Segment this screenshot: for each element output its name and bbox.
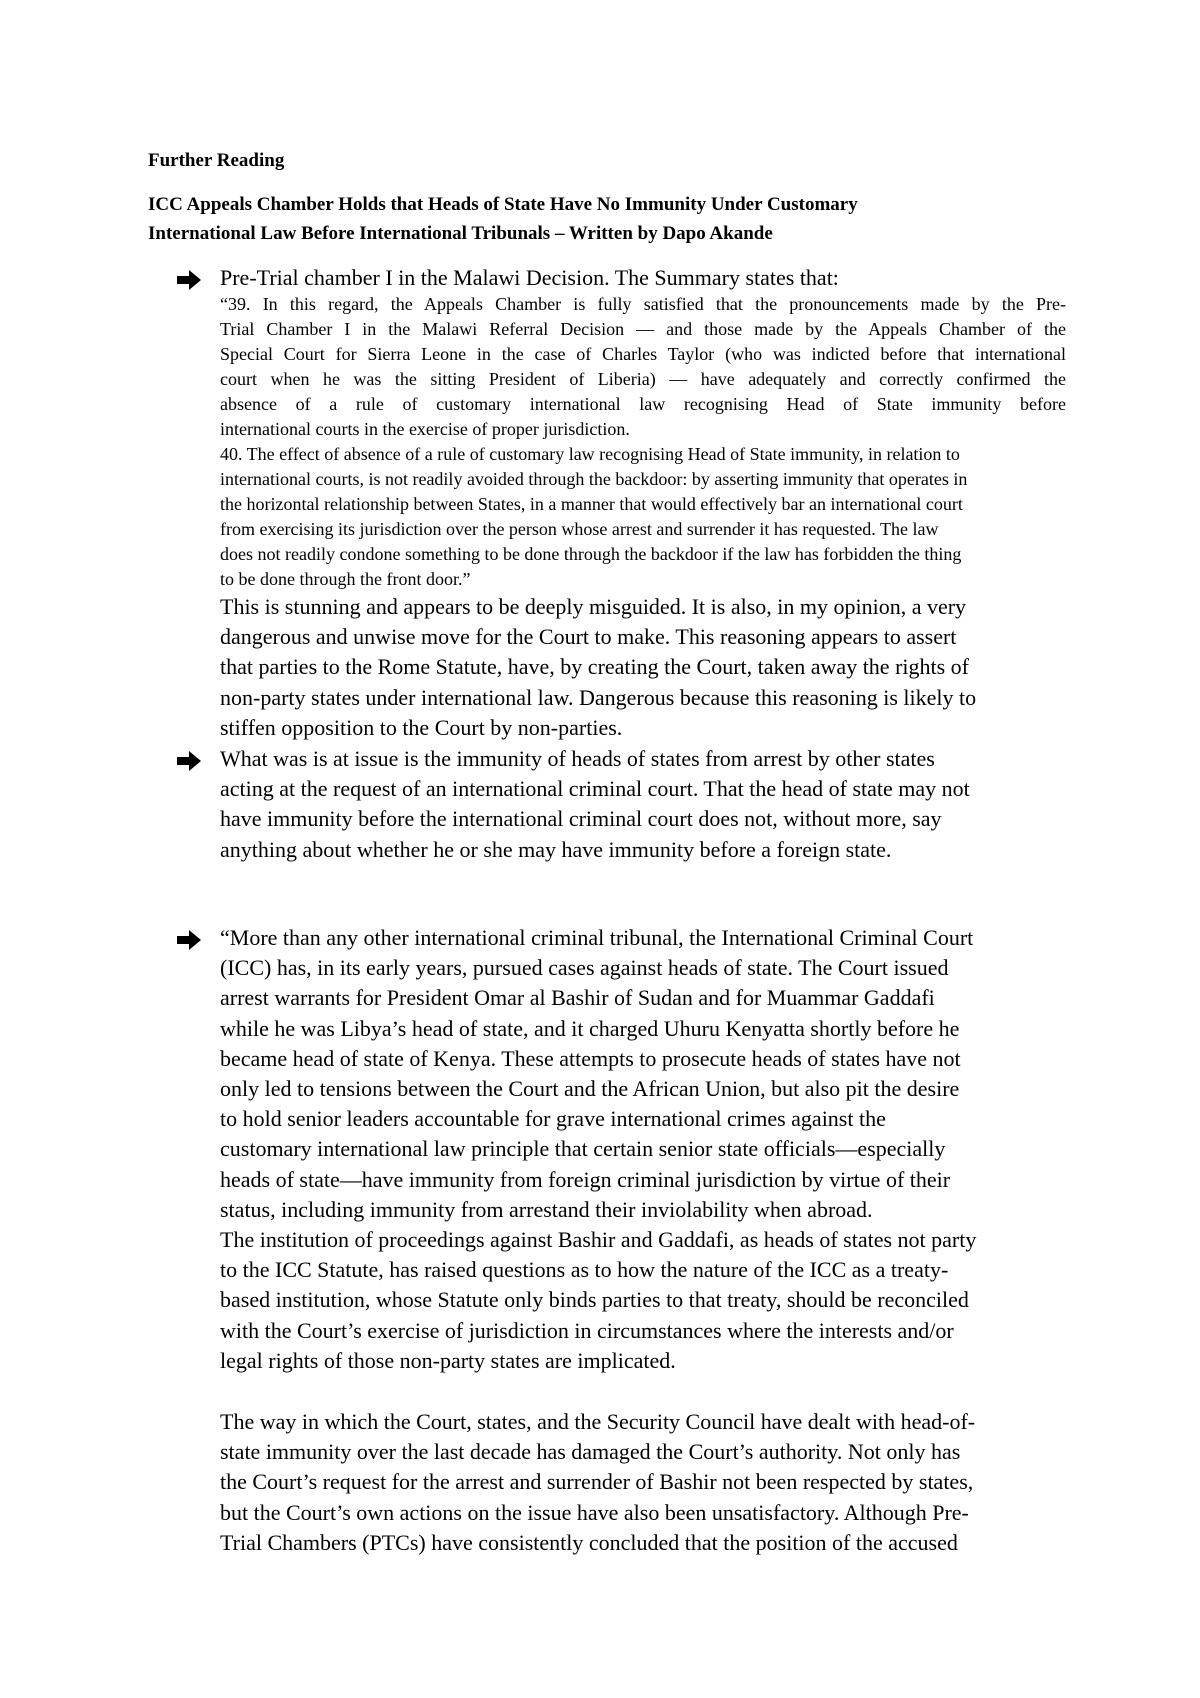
quote-line: to be done through the front door.” bbox=[220, 569, 471, 589]
arrow-bullet-icon bbox=[176, 929, 202, 951]
bullet3-line: “More than any other international criminal tribunal, the International Criminal Court bbox=[220, 925, 974, 950]
bullet2-line: anything about whether he or she may have immunity before a foreign state. bbox=[220, 836, 892, 862]
quote-line: international courts, is not readily avoided through the backdoor: by asserting immunity that operates in bbox=[220, 469, 968, 489]
bullet2-line: have immunity before the international criminal court does not, without more, say bbox=[220, 806, 942, 832]
quote-line: from exercising its jurisdiction over the person whose arrest and surrender it has requested. The law bbox=[220, 519, 939, 539]
quote-line: 40. The effect of absence of a rule of customary law recognising Head of State immunity, in relation to bbox=[220, 444, 960, 464]
quote-line: Special Court for Sierra Leone in the case of Charles Taylor (who was indicted before that international bbox=[220, 344, 1066, 364]
bullet3-line: legal rights of those non-party states are implicated. bbox=[220, 1347, 676, 1373]
comment-line: dangerous and unwise move for the Court to make. This reasoning appears to assert bbox=[220, 624, 957, 650]
bullet3-line: (ICC) has, in its early years, pursued cases against heads of state. The Court issued bbox=[220, 955, 949, 981]
bullet3-paragraph-2 bbox=[220, 1225, 1066, 1376]
bullet3-line: to hold senior leaders accountable for grave international crimes against the bbox=[220, 1106, 886, 1132]
bullet3-line: based institution, whose Statute only binds parties to that treaty, should be reconciled bbox=[220, 1287, 969, 1313]
quote-line: “39. In this regard, the Appeals Chamber is fully satisfied that the pronouncements made by the Pre- bbox=[220, 294, 1066, 314]
comment-line: stiffen opposition to the Court by non-parties. bbox=[220, 714, 623, 740]
comment-line: This is stunning and appears to be deeply misguided. It is also, in my opinion, a very bbox=[220, 594, 967, 619]
bullet3-paragraph-3 bbox=[220, 1407, 1066, 1558]
bullet1-intro: Pre-Trial chamber I in the Malawi Decision. The Summary states that: bbox=[220, 265, 839, 290]
bullet1-quote bbox=[220, 292, 1066, 592]
article-title-line-2: International Law Before International Tribunals – Written by Dapo Akande bbox=[148, 223, 773, 244]
quote-line: international courts in the exercise of proper jurisdiction. bbox=[220, 419, 630, 439]
quote-line: the horizontal relationship between States, in a manner that would effectively bar an international court bbox=[220, 494, 963, 514]
bullet3-line: became head of state of Kenya. These attempts to prosecute heads of states have not bbox=[220, 1045, 961, 1071]
bullet3-line: with the Court’s exercise of jurisdiction in circumstances where the interests and/or bbox=[220, 1317, 954, 1343]
bullet3-line: state immunity over the last decade has damaged the Court’s authority. Not only has bbox=[220, 1439, 961, 1465]
bullet3-line: Trial Chambers (PTCs) have consistently concluded that the position of the accused bbox=[220, 1529, 958, 1555]
arrow-bullet-icon bbox=[176, 269, 202, 291]
bullet3-line: but the Court’s own actions on the issue have also been unsatisfactory. Although Pre- bbox=[220, 1499, 969, 1525]
bullet3-line: The way in which the Court, states, and the Security Council have dealt with head-of- bbox=[220, 1409, 976, 1434]
bullet3-line: to the ICC Statute, has raised questions as to how the nature of the ICC as a treaty- bbox=[220, 1257, 949, 1283]
article-title-line-1: ICC Appeals Chamber Holds that Heads of State Have No Immunity Under Customary bbox=[148, 194, 858, 215]
quote-line: court when he was the sitting President of Liberia) — have adequately and correctly confirmed the bbox=[220, 369, 1066, 389]
quote-line: absence of a rule of customary international law recognising Head of State immunity before bbox=[220, 394, 1066, 414]
bullet2-line: acting at the request of an international criminal court. That the head of state may not bbox=[220, 776, 970, 802]
bullet2-text bbox=[220, 744, 1066, 865]
bullet3-paragraph-1 bbox=[220, 923, 1066, 1225]
section-heading: Further Reading bbox=[148, 150, 285, 171]
bullet2-line: What was is at issue is the immunity of heads of states from arrest by other states bbox=[220, 746, 935, 771]
quote-line: does not readily condone something to be done through the backdoor if the law has forbidden the thing bbox=[220, 544, 962, 564]
bullet3-line: status, including immunity from arrestand their inviolability when abroad. bbox=[220, 1196, 873, 1222]
bullet3-line: The institution of proceedings against Bashir and Gaddafi, as heads of states not party bbox=[220, 1227, 977, 1252]
bullet3-line: heads of state—have immunity from foreign criminal jurisdiction by virtue of their bbox=[220, 1166, 951, 1192]
bullet3-line: only led to tensions between the Court and the African Union, but also pit the desire bbox=[220, 1075, 960, 1101]
arrow-bullet-icon bbox=[176, 750, 202, 772]
bullet3-line: arrest warrants for President Omar al Bashir of Sudan and for Muammar Gaddafi bbox=[220, 985, 935, 1011]
bullet3-line: while he was Libya’s head of state, and it charged Uhuru Kenyatta shortly before he bbox=[220, 1015, 960, 1041]
bullet3-line: customary international law principle that certain senior state officials—especially bbox=[220, 1136, 946, 1162]
bullet3-line: the Court’s request for the arrest and surrender of Bashir not been respected by states, bbox=[220, 1469, 974, 1495]
quote-line: Trial Chamber I in the Malawi Referral Decision — and those made by the Appeals Chamber of the bbox=[220, 319, 1066, 339]
comment-line: that parties to the Rome Statute, have, by creating the Court, taken away the rights of bbox=[220, 654, 970, 680]
bullet1-comment bbox=[220, 592, 1066, 743]
comment-line: non-party states under international law. Dangerous because this reasoning is likely to bbox=[220, 684, 977, 710]
